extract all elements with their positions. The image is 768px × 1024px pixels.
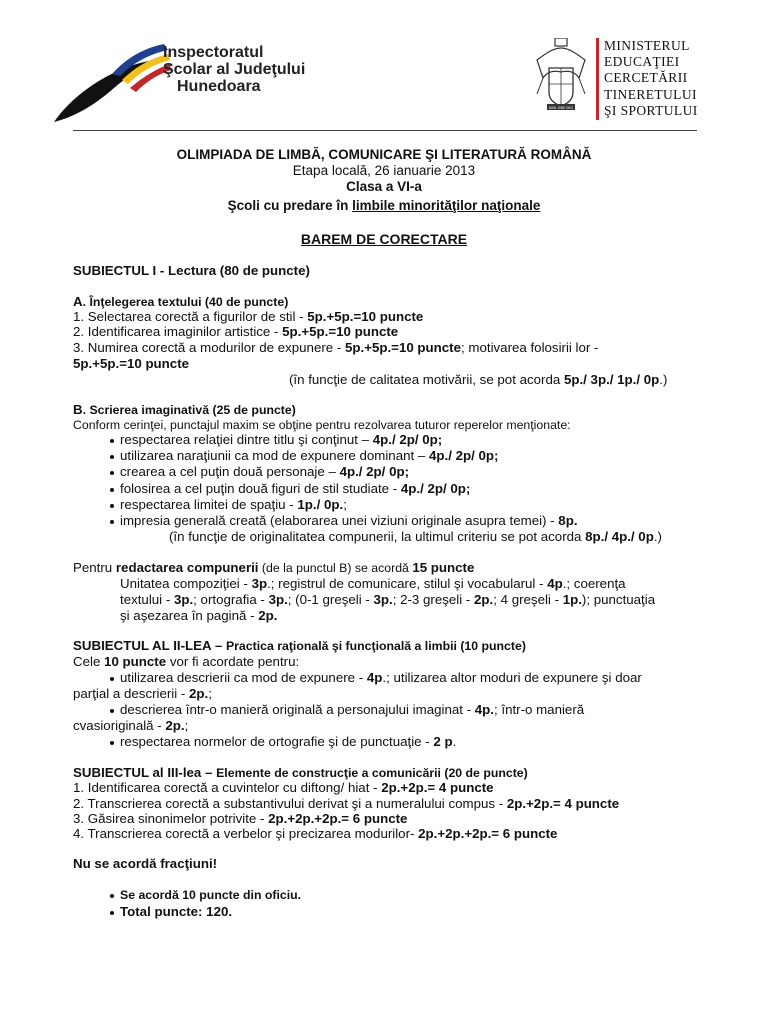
s3-item-3 [73, 811, 407, 827]
s1-a3-more: ; motivarea folosirii lor - [461, 340, 599, 355]
s2-item-2-line-1 [120, 702, 584, 718]
s1-b5-end: ; [343, 497, 347, 512]
s2-intro [73, 654, 299, 670]
schools-underlined: limbile minorităţilor naţionale [352, 198, 541, 213]
s3-item-1 [73, 780, 494, 796]
ministry-line-3: CERCETĂRII [604, 70, 688, 86]
ministry-red-bar [596, 38, 599, 120]
s2-heading [73, 638, 526, 654]
s1-a-title: . Înţelegerea textului (40 de puncte) [82, 295, 289, 309]
r2-d: 3p. [268, 592, 288, 607]
s1-b2-points: 4p./ 2p/ 0p; [428, 448, 499, 463]
bullet-icon [110, 911, 114, 915]
s2i3-a: respectarea normelor de ortografie şi de punctuaţie - [120, 734, 434, 749]
s1-a1-points: 5p.+5p.=10 puncte [307, 309, 424, 324]
s1-a-item-1 [73, 309, 423, 325]
s2i1-b: 4p [366, 670, 383, 685]
coat-of-arms-icon [533, 38, 589, 114]
s1-a3-note [289, 372, 667, 388]
s2i1-c: .; utilizarea altor moduri de expunere şi doar [382, 670, 642, 685]
doc-class: Clasa a VI-a [346, 179, 422, 194]
final-oficiu: Se acordă 10 puncte din oficiu. [120, 888, 302, 902]
s2-intro-c: vor fi acordate pentru: [166, 654, 300, 669]
ministry-line-5: ŞI SPORTULUI [604, 102, 698, 118]
s2i1-d: parţial a descrierii - [73, 686, 190, 701]
r2-a: textului - [120, 592, 174, 607]
ministry-line-4: TINERETULUI [604, 86, 697, 102]
r2-g: ; 2-3 greşeli - [392, 592, 475, 607]
bullet-icon [110, 709, 114, 713]
s1-b-letter: B [73, 402, 83, 417]
s2i2-c: ; într-o manieră [493, 702, 585, 717]
crest-motto: NIHIL SINE DEO [548, 106, 574, 110]
s3-h1: SUBIECTUL al III-lea – [73, 765, 217, 780]
schools-text: Şcoli cu predare în [227, 198, 353, 213]
ministry-line-1: MINISTERUL [604, 38, 690, 53]
s2-intro-b: 10 puncte [104, 654, 167, 669]
s2-h1: SUBIECTUL AL II-LEA – [73, 638, 226, 653]
s3i4-points: 2p.+2p.+2p.= 6 puncte [418, 826, 558, 841]
r1-c: .; registrul de comunicare, stilul şi vocabularul - [267, 576, 548, 591]
r3-b: 2p. [258, 608, 278, 623]
s1-a3-note-text: (în funcţie de calitatea motivării, se pot acorda [289, 372, 564, 387]
s3i3-points: 2p.+2p.+2p.= 6 puncte [268, 811, 408, 826]
s2i3-c: . [452, 734, 457, 749]
s2i2-f: ; [184, 718, 189, 733]
s2i1-f: ; [208, 686, 212, 701]
s1-b-item-2 [120, 448, 498, 464]
s3-h2: Elemente de construcţie a comunicării (20 de puncte) [216, 766, 528, 780]
r1-b: 3p [251, 576, 268, 591]
s2i3-b: 2 p [433, 734, 453, 749]
r2-b: 3p. [173, 592, 194, 607]
isj-line-3: Hunedoara [177, 78, 261, 95]
header-rule [73, 130, 697, 131]
s1-b-title: . Scrierea imaginativă (25 de puncte) [82, 403, 296, 417]
r2-i: ; 4 greşeli - [493, 592, 563, 607]
ministry-name [604, 38, 698, 119]
doc-schools [0, 198, 768, 213]
bullet-icon [110, 471, 114, 475]
r2-c: ; ortografia - [193, 592, 269, 607]
s1-b5-points: 1p./ 0p. [297, 497, 344, 512]
no-fraction-note: Nu se acordă fracţiuni! [73, 856, 218, 871]
s3-heading [73, 765, 528, 781]
bullet-icon [110, 488, 114, 492]
r1-e: .; coerenţa [562, 576, 626, 591]
s1-b2-text: utilizarea naraţiunii ca mod de expunere dominant – [120, 448, 429, 463]
isj-line-1: Inspectoratul [163, 44, 264, 61]
r2-h: 2p. [474, 592, 494, 607]
r2-k: ); punctuaţia [581, 592, 656, 607]
s3i3-text: 3. Găsirea sinonimelor potrivite - [73, 811, 269, 826]
r1-a: Unitatea compoziţiei - [120, 576, 252, 591]
bullet-icon [110, 677, 114, 681]
bullet-icon [110, 894, 114, 898]
s2i2-b: 4p. [474, 702, 494, 717]
s1-b3-points: 4p./ 2p/ 0p; [339, 464, 410, 479]
redactare-t1: Pentru [73, 560, 116, 575]
final-total: Total puncte: 120. [120, 904, 233, 919]
bullet-icon [110, 741, 114, 745]
s1-b3-text: crearea a cel puţin două personaje – [120, 464, 340, 479]
s1-b-item-1 [120, 432, 442, 448]
s1-a3-points-2: 5p.+5p.=10 puncte [73, 356, 190, 371]
s1-a3-points: 5p.+5p.=10 puncte [344, 340, 462, 355]
bullet-icon [110, 520, 114, 524]
r3-a: şi aşezarea în pagină - [120, 608, 259, 623]
redactare-t2: redactarea compunerii [115, 560, 259, 575]
s1-a-item-2 [73, 324, 398, 340]
s2i1-e: 2p. [189, 686, 209, 701]
s1-b-intro: Conform cerinţei, punctajul maxim se obţine pentru rezolvarea tuturor reperelor menţionate: [73, 418, 571, 432]
s1-b-note-text: (în funcţie de originalitatea compunerii, la ultimul criteriu se pot acorda [169, 529, 586, 544]
s2i2-e: 2p. [165, 718, 185, 733]
s1-b-item-4 [120, 481, 470, 497]
r1-d: 4p [547, 576, 563, 591]
r2-f: 3p. [373, 592, 393, 607]
s1-b1-points: 4p./ 2p/ 0p; [372, 432, 443, 447]
redactare-t4: 15 puncte [412, 560, 475, 575]
doc-stage: Etapa locală, 26 ianuarie 2013 [292, 163, 476, 178]
isj-line-2: Şcolar al Judeţului [163, 61, 306, 78]
s2-item-2-line-2 [73, 718, 188, 734]
s1-a-letter: A [73, 294, 83, 309]
s1-redactare-line-2 [120, 592, 655, 608]
s1-a-heading [73, 294, 288, 310]
s1-heading: SUBIECTUL I - Lectura (80 de puncte) [73, 263, 310, 278]
s2-item-3 [120, 734, 456, 750]
bullet-icon [110, 455, 114, 459]
s1-b5-text: respectarea limitei de spaţiu - [120, 497, 298, 512]
bullet-icon [110, 439, 114, 443]
s1-b6-points: 8p. [558, 513, 578, 528]
s1-b-item-5 [120, 497, 347, 513]
s1-a3-text: 3. Numirea corectă a modurilor de expunere - [73, 340, 345, 355]
s3i1-text: 1. Identificarea corectă a cuvintelor cu diftong/ hiat - [73, 780, 382, 795]
s2-intro-a: Cele [73, 654, 105, 669]
s3i2-text: 2. Transcrierea corectă a substantivului derivat şi a numeralului compus - [73, 796, 507, 811]
s1-b-note [169, 529, 662, 545]
s1-b-item-6 [120, 513, 578, 529]
r2-j: 1p. [562, 592, 582, 607]
s1-a1-text: 1. Selectarea corectă a figurilor de stil - [73, 309, 308, 324]
bullet-icon [110, 504, 114, 508]
doc-title: OLIMPIADA DE LIMBĂ, COMUNICARE ŞI LITERATURĂ ROMÂNĂ [176, 147, 592, 162]
s1-b-note-end: .) [653, 529, 662, 544]
s1-redactare-line-3 [120, 608, 277, 624]
s3i1-points: 2p.+2p.= 4 puncte [381, 780, 494, 795]
redactare-t3: (de la punctul B) se acordă [258, 561, 413, 575]
s1-b-heading [73, 402, 296, 418]
barem-title: BAREM DE CORECTARE [300, 231, 468, 247]
s1-b4-text: folosirea a cel puţin două figuri de stil studiate - [120, 481, 401, 496]
s1-b6-text: impresia generală creată (elaborarea unei viziuni originale asupra temei) - [120, 513, 559, 528]
isj-name [163, 44, 305, 95]
s1-a2-text: 2. Identificarea imaginilor artistice - [73, 324, 283, 339]
s2-h2: Practica raţională şi funcţională a limbii (10 puncte) [225, 639, 526, 653]
s1-redactare-line-1 [120, 576, 626, 592]
s3-item-4 [73, 826, 557, 842]
s2-item-1-line-1 [120, 670, 642, 686]
s2-item-1-line-2 [73, 686, 212, 702]
s1-a3-note-end: .) [659, 372, 668, 387]
s1-b1-text: respectarea relaţiei dintre titlu şi conţinut – [120, 432, 373, 447]
s3i4-text: 4. Transcrierea corectă a verbelor şi precizarea modurilor- [73, 826, 419, 841]
s2i1-a: utilizarea descrierii ca mod de expunere - [120, 670, 367, 685]
s1-b-item-3 [120, 464, 409, 480]
s1-redactare [73, 560, 474, 576]
s2i2-a: descrierea într-o manieră originală a personajului imaginat - [120, 702, 475, 717]
s1-a-item-3 [73, 340, 598, 356]
s1-b4-points: 4p./ 2p/ 0p; [400, 481, 471, 496]
s1-b-note-points: 8p./ 4p./ 0p [585, 529, 654, 544]
s2i2-d: cvasioriginală - [73, 718, 166, 733]
s1-a3-note-points: 5p./ 3p./ 1p./ 0p [563, 372, 660, 387]
s3-item-2 [73, 796, 619, 812]
s1-a2-points: 5p.+5p.=10 puncte [282, 324, 399, 339]
ministry-line-2: EDUCAŢIEI [604, 54, 680, 70]
s3i2-points: 2p.+2p.= 4 puncte [506, 796, 620, 811]
r2-e: ; (0-1 greşeli - [287, 592, 374, 607]
